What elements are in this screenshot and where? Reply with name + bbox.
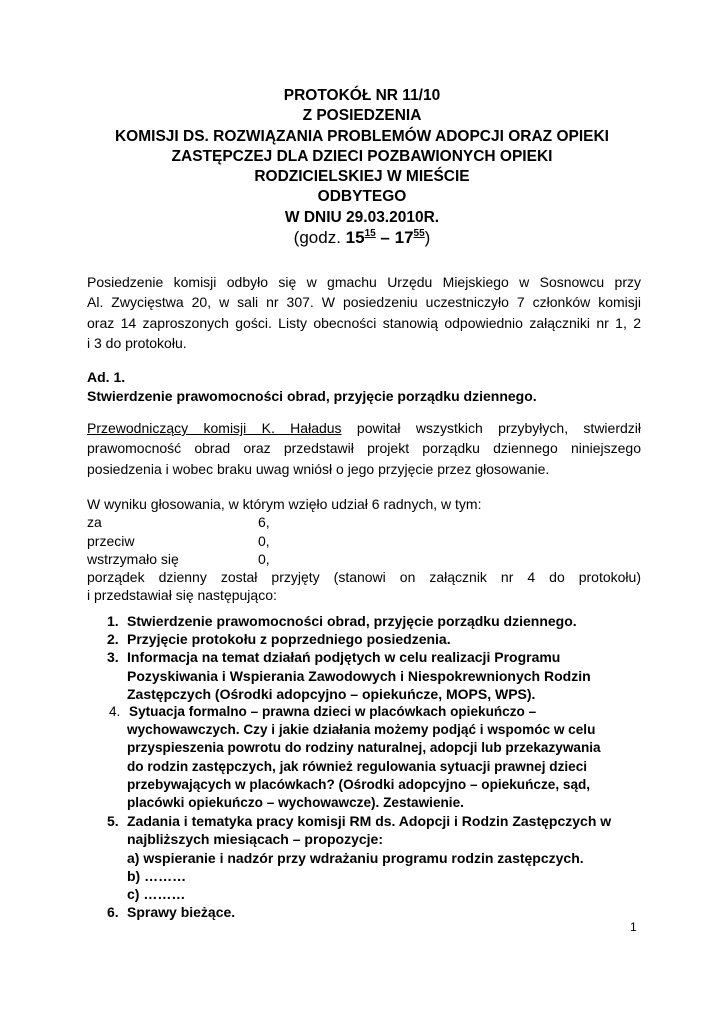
ad1-line: prawomocność obrad oraz przedstawił projekt porządku dziennego niniejszego: [87, 440, 641, 457]
agenda-number: 2.: [107, 631, 119, 648]
intro-line: oraz 14 zaproszonych gości. Listy obecności stanowią odpowiednio załączniki nr 1, 2: [87, 314, 641, 331]
vote-value: 0,: [258, 550, 270, 567]
agenda-text: Zadania i tematyka pracy komisji RM ds. Adopcji i Rodzin Zastępczych w: [127, 813, 612, 830]
intro-line: Al. Zwycięstwa 20, w sali nr 307. W posiedzeniu uczestniczyło 7 członków komisji: [87, 294, 641, 311]
title-line: PROTOKÓŁ NR 11/10: [283, 87, 441, 104]
ad1-heading: Ad. 1.: [87, 369, 126, 385]
end-hour: 17: [394, 228, 414, 248]
meeting-time: [80, 228, 644, 248]
ad1-line-rest: powitał wszystkich przybyłych, stwierdził: [341, 420, 641, 436]
agenda-number: 3.: [107, 649, 119, 666]
vote-block: [87, 495, 641, 605]
agenda-text: Stwierdzenie prawomocności obrad, przyjęcie porządku dziennego.: [127, 613, 577, 629]
agenda-text: wychowawczych. Czy i jakie działania możemy podjąć i wspomóc w celu: [127, 722, 596, 738]
vote-value: 6,: [258, 514, 270, 531]
intro-paragraph: [87, 272, 641, 353]
start-minutes: 15: [364, 228, 376, 240]
agenda-number: 5.: [107, 813, 119, 830]
title-line: KOMISJI DS. ROZWIĄZANIA PROBLEMÓW ADOPCJI ORAZ OPIEKI: [114, 127, 609, 145]
title-date: W DNIU 29.03.2010R.: [284, 208, 440, 226]
agenda-item: [107, 648, 647, 703]
agenda-text: najbliższych miesiącach – propozycje:: [127, 831, 383, 848]
protocol-title: [80, 86, 644, 248]
time-prefix: (godz.: [293, 228, 346, 248]
vote-result: i przedstawiał się następująco:: [87, 587, 277, 604]
agenda-item: [107, 630, 647, 648]
vote-row-against: [87, 532, 641, 550]
agenda-item: [107, 612, 647, 630]
agenda-text: c) ………: [127, 886, 186, 903]
time-dash: –: [375, 228, 395, 248]
vote-label: wstrzymało się: [87, 550, 179, 567]
agenda-text: przebywających w placówkach? (Ośrodki adopcyjno – opiekuńcze, sąd,: [127, 776, 591, 792]
agenda-number: 6.: [107, 904, 119, 921]
agenda-number: 4.: [109, 704, 121, 720]
agenda-text: b) ………: [127, 867, 187, 884]
end-minutes: 55: [413, 228, 425, 240]
start-hour: 15: [345, 228, 365, 248]
intro-line: i 3 do protokołu.: [87, 334, 187, 351]
title-line: RODZICIELSKIEJ W MIEŚCIE: [254, 168, 470, 186]
ad1-paragraph: [87, 418, 641, 479]
agenda-text: Sprawy bieżące.: [127, 904, 236, 921]
vote-row-for: [87, 513, 641, 531]
title-line: ZASTĘPCZEJ DLA DZIECI POZBAWIONYCH OPIEKI: [171, 147, 553, 165]
vote-label: za: [87, 514, 102, 531]
agenda-text: Sytuacja formalno – prawna dzieci w placówkach opiekuńczo –: [129, 704, 537, 720]
agenda-text: Informacja na temat działań podjętych w celu realizacji Programu: [127, 649, 561, 666]
ad1-line: posiedzenia i wobec braku uwag wniósł o jego przyjęcie przez głosowanie.: [87, 460, 550, 477]
time-suffix: ): [424, 228, 431, 248]
agenda-list: [107, 612, 647, 921]
agenda-item: [109, 703, 647, 812]
agenda-text: a) wspieranie i nadzór przy wdrażaniu programu rodzin zastępczych.: [127, 849, 584, 866]
agenda-text: do rodzin zastępczych, jak również regulowania sytuacji prawnej dzieci: [127, 758, 588, 774]
vote-label: przeciw: [87, 532, 135, 549]
title-line: ODBYTEGO: [317, 188, 407, 206]
agenda-text: Zastępczych (Ośrodki adopcyjno – opiekuńcze, MOPS, WPS).: [127, 685, 536, 702]
agenda-text: Przyjęcie protokołu z poprzedniego posiedzenia.: [127, 631, 451, 648]
agenda-number: 1.: [107, 613, 119, 629]
ad1-subheading: Stwierdzenie prawomocności obrad, przyjęcie porządku dziennego.: [87, 388, 537, 404]
agenda-item: [107, 812, 647, 903]
title-line: Z POSIEDZENIA: [302, 107, 422, 125]
ad1-line: [87, 418, 641, 438]
page-number: 1: [630, 920, 637, 934]
vote-result: porządek dzienny został przyjęty (stanowi on załącznik nr 4 do protokołu): [87, 569, 641, 586]
vote-row-abstain: [87, 550, 641, 568]
chairman-name: Przewodniczący komisji K. Haładus: [87, 420, 342, 436]
intro-line: Posiedzenie komisji odbyło się w gmachu Urzędu Miejskiego w Sosnowcu przy: [87, 274, 641, 290]
agenda-text: przyspieszenia powrotu do rodziny naturalnej, adopcji lub przekazywania: [127, 740, 601, 756]
vote-intro: W wyniku głosowania, w którym wzięło udział 6 radnych, w tym:: [87, 496, 482, 512]
agenda-text: Pozyskiwania i Wspierania Zawodowych i Niespokrewnionych Rodzin: [127, 667, 591, 684]
agenda-item: [107, 903, 647, 921]
vote-value: 0,: [258, 532, 270, 549]
agenda-text: placówki opiekuńczo – wychowawcze). Zestawienie.: [127, 795, 464, 811]
